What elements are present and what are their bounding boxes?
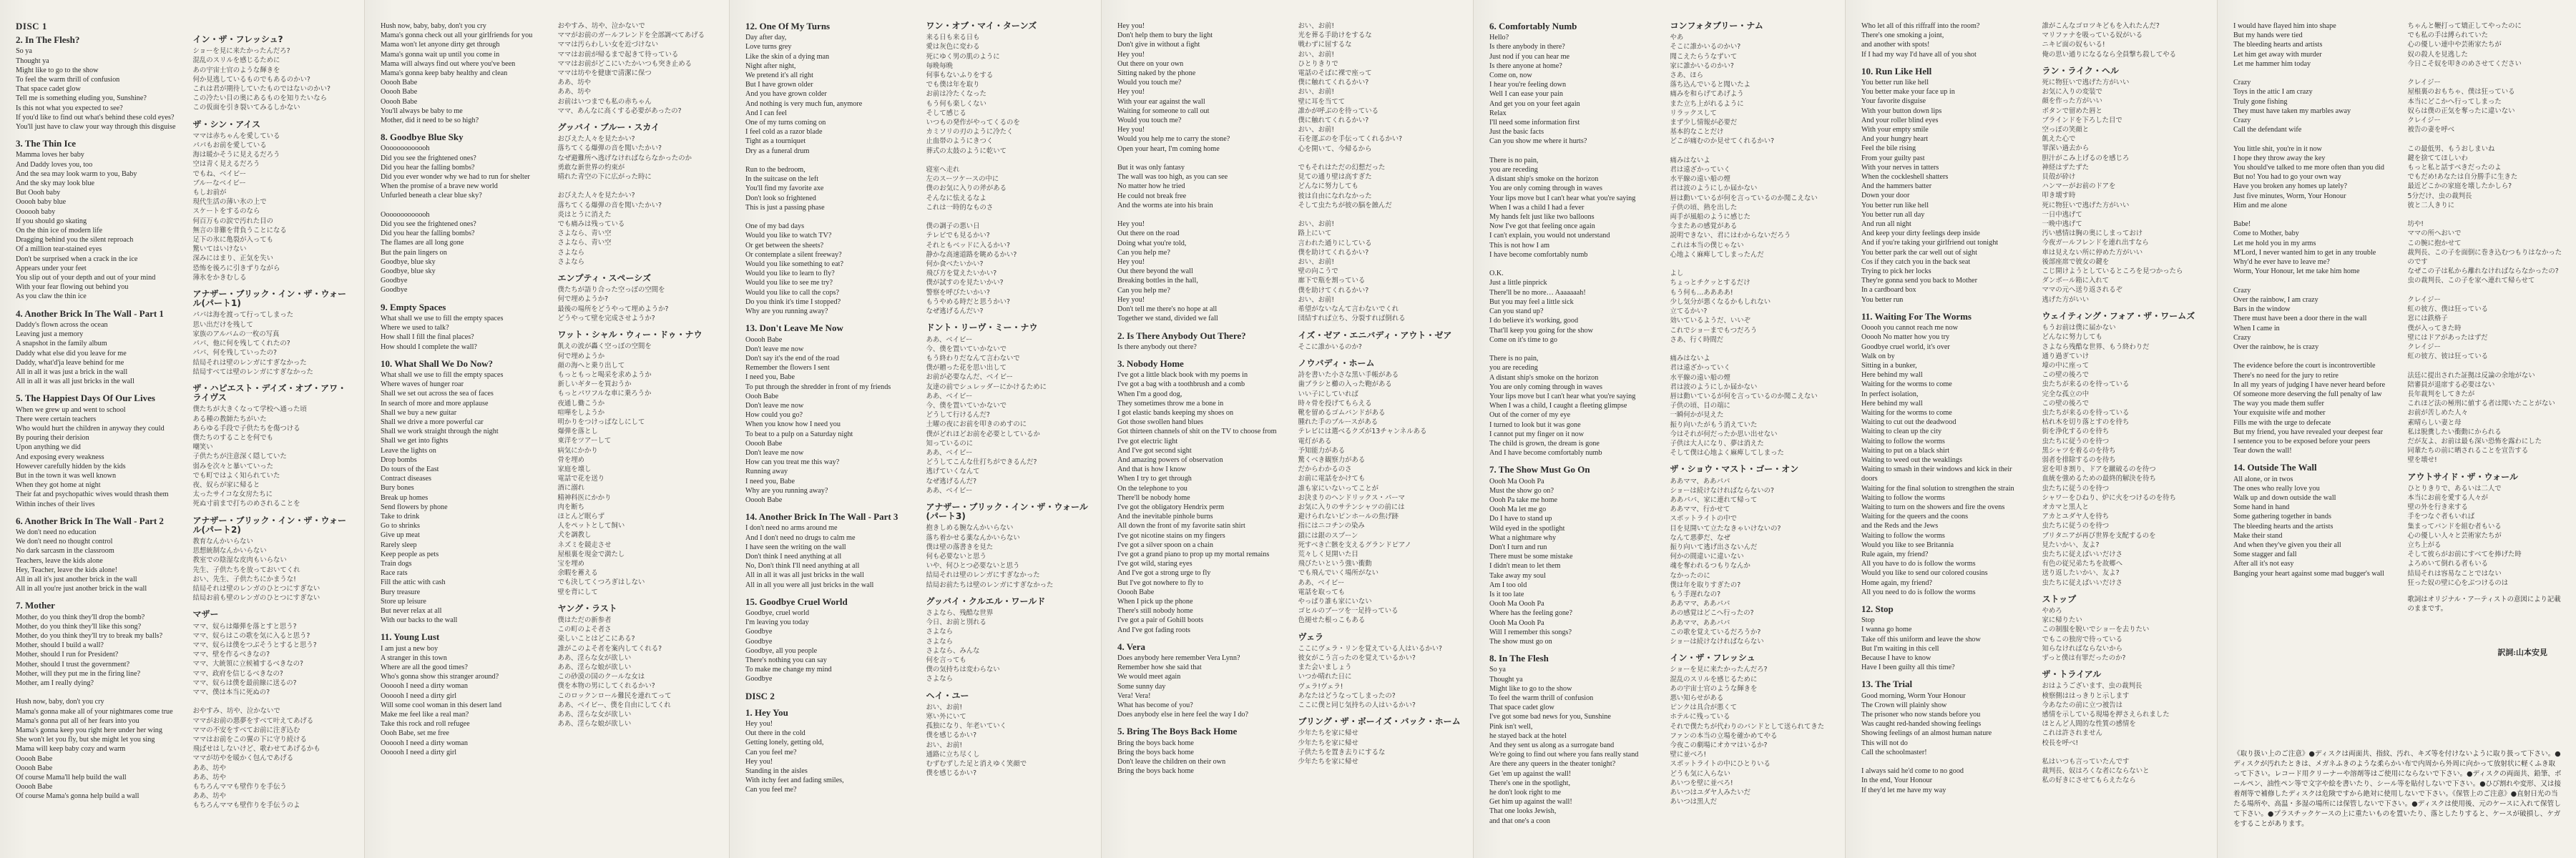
song-block	[16, 601, 177, 801]
song-lyrics: Stop I wanna go home Take off this uniform and leave the show But I'm waiting in this cell Because I have to know Have I been guilty all this time?	[1861, 616, 1981, 672]
song-title: 4. Vera	[1117, 641, 1145, 652]
song-block	[1861, 21, 2027, 59]
song-title: 8. Goodbye Blue Sky	[381, 132, 464, 143]
panel-5-japanese	[1670, 21, 1836, 845]
panel-4-english	[1117, 21, 1283, 845]
song-lyrics: ここにヴェラ・リンを覚えている人はいるかい? 彼女がこう言ったのを覚えているかい? また会いましょう いつか晴れた日に ヴェラ!ヴェラ! あなたはどうなってしまったの? ここに僕と同じ気持ちの人はいるかい?	[1298, 644, 1442, 710]
panel-1-english	[16, 21, 177, 845]
song-title: アナザー・ブリック・イン・ザ・ウォール(パート3)	[926, 501, 1088, 522]
song-lyrics: 死に物狂いで逃げた方がいい お気に入りの変装で 顔を作った方がいい ボタンで留めた唇と ブラインドを下ろした目で 空っぽの笑顔と 飢えた心で 罪深い過去から 胆汁がこみ上げるのを感じろ 神経はずたずた 貝殻が砕け ハンマーがお前のドアを 叩き壊す時 死に物狂いで逃げた方がいい 一日中逃げて 一晩中逃げて 汚い感情は胸の奥にしまっておけ 今夜ガールフレンドを連れ出すなら 車は見えない所に停めた方がいい 後部座席で彼女の鍵を こじ開けようとしているところを見つかったら ダンボール箱に入れて ママの元へ送り返されるぞ 逃げた方がいい	[2042, 79, 2183, 304]
song-title: グッバイ・ブルー・スカイ	[557, 122, 660, 133]
song-lyrics: We don't need no education We don't need no thought control No dark sarcasm in the classroom Teachers, leave the kids alone Hey, Teacher, leave the kids alone! All in all it's just another brick in the wall All in all you're just another brick in the wall	[16, 528, 147, 593]
song-title: ワット・シャル・ウィー・ドゥ・ナウ	[557, 330, 702, 340]
song-lyrics: Mamma loves her baby And Daddy loves you, too And the sea may look warm to you, Baby And the sky may look blue But Oooh baby Ooooh baby blue Oooooh baby If you should go skating On the thin ice of modern life Dragging behind you the silent reproach Of a million tear-stained eyes Don't be surprised when a crack in the ice Appears under your feet You slip out of your depth and out of your mind With your fear flowing out behind you As you claw the thin ice	[16, 151, 156, 301]
song-block	[381, 302, 542, 352]
song-title: 11. Young Lust	[381, 631, 440, 643]
song-list	[1298, 21, 1464, 766]
song-title: ノウバディ・ホーム	[1298, 358, 1375, 368]
song-block	[558, 21, 720, 116]
panel-2-english	[381, 21, 542, 845]
song-block	[1670, 465, 1836, 646]
song-lyrics: Does anybody here remember Vera Lynn? Remember how she said that We would meet again Some sunny day Vera! Vera! What has become of you? Does anybody else in here feel the way I do?	[1117, 654, 1249, 719]
song-block	[1298, 21, 1464, 324]
song-title: ラン・ライク・ヘル	[2042, 65, 2119, 76]
song-block	[2042, 670, 2208, 785]
song-title: ストップ	[2042, 593, 2077, 604]
song-title: ヴェラ	[1298, 631, 1324, 642]
song-block	[926, 21, 1092, 316]
panel-5-english	[1489, 21, 1655, 845]
song-block	[2042, 66, 2208, 305]
song-title: イズ・ゼア・エニバディ・アウト・ゼア	[1298, 330, 1452, 340]
song-lyrics: 来る日も来る日も 愛は灰色に変わる 死にゆく男の肌のように 毎晩毎晩 何事もないふりをする でも僕は年を取り お前は冷たくなった もう何も楽しくない そして感じる いつもの発作がやってくるのを カミソリの刃のように冷たく 止血帯のようにきつく 葬式の太鼓のように乾いて 寝室へ走れ 左のスーツケースの中に 僕のお気に入りの斧がある そんなに怯えるなよ これは一時的なものさ 僕の調子の悪い日 テレビでも見るかい? それともベッドに入るかい? 静かな高速道路を眺めるかい? 何か食べたいかい? 飛び方を覚えたいかい? 僕が試すのを見たいかい? 警察を呼びたいかい? もうやめる時だと思うかい? なぜ逃げるんだい?	[926, 34, 1020, 316]
song-block	[193, 516, 355, 603]
song-block	[381, 359, 542, 626]
song-lyrics: 抱きしめる腕なんかいらない 落ち着かせる薬なんかいらない 僕は壁の落書きを見た 何も必要ないと思う いや、何ひとつ必要ないと思う 結局それは壁のレンガにすぎなかった 結局お前たちは壁のレンガにすぎなかった	[926, 524, 1054, 589]
song-lyrics: You better run like hell You better make your face up in Your favorite disguise With your button down lips And your roller blind eyes With your empty smile And your hungry heart Feel the bile rising From your guilty past With your nerves in tatters When the cockleshell shatters And the hammers batter Down your door You better run like hell You better run all day And run all night And keep your dirty feelings deep inside And if you're taking your girlfriend out tonight You better park the car well out of sight Cos if they catch you in the back seat Trying to pick her locks They're gonna send you back to Mother In a cardboard box You better run	[1861, 79, 1999, 304]
lyrics-credit-note: 歌詞はオリジナル・アーティストの意図により記載のままです。	[2407, 595, 2561, 613]
song-list	[745, 21, 911, 795]
panel-4	[1102, 0, 1474, 858]
song-block	[1861, 679, 2027, 794]
song-lyrics: Is there anybody out there?	[1117, 342, 1197, 351]
song-title: マザー	[192, 609, 219, 620]
song-title: 13. The Trial	[1861, 679, 1913, 690]
song-lyrics: Oooh Ma Oooh Pa Must the show go on? Oooh Pa take me home Oooh Ma let me go Do I have to stand up Wild eyed in the spotlight What a nightmare why Don't I turn and run There must be some mistake I didn't mean to let them Take away my soul Am I too old Is it too late Oooh Ma Oooh Pa Where has the feeling gone? Oooh Ma Oooh Pa Will I remember this songs? The show must go on	[1489, 477, 1573, 646]
song-lyrics: ちゃんと鞭打って矯正してやったのに でも私の手は縛られていた 心の優しい連中や芸術家たちが 奴の殺人を見逃した 今日こそ奴を叩きのめさせてください クレイジー 屋根裏のおもちゃ、僕は狂っている 本当にどこかへ行ってしまった 奴らは僕の正気を奪ったに違いない クレイジー 被告の妻を呼べ この最低男、もうおしまいね 鍵を捨ててほしいわ もっと私と話すべきだったのよ でもだめ!あなたは自分勝手に生きた 最近どこかの家庭を壊したかしら? 5分だけ、虫の裁判長 彼と二人きりに 坊や! ママの所へおいで この腕に抱かせて 裁判長、この子を面倒に巻き込むつもりはなかったのです なぜこの子は私から離れなければならなかったの? 虫の裁判長、この子を家へ連れて帰らせて クレイジー 虹の彼方、僕は狂っている 窓には鉄格子 僕が入ってきた時 壁にはドアがあったはずだ クレイジー 虹の彼方、彼は狂っている 法廷に提出された証拠は反論の余地がない 陪審員が退席する必要はない 長年裁判をしてきたが これほど法の極刑に値する者は聞いたことがない お前が苦しめた人々 素晴らしい妻と母 私は脱糞したい衝動にかられる だが友よ、お前は最も深い恐怖を露わにした 同輩たちの前に晒されることを宣告する 壁を壊せ!	[2407, 22, 2562, 465]
panel-3-english	[745, 21, 911, 845]
panel-6-english	[1861, 21, 2027, 845]
song-block	[193, 290, 355, 377]
song-lyrics: Hey you! Don't help them to bury the light Don't give in without a fight Hey you! Out there on your own Sitting naked by the phone Would you touch me? Hey you! With your ear against the wall Waiting for someone to call out Would you touch me? Hey you! Would you help me to carry the stone? Open your heart, I'm coming home But it was only fantasy The wall was too high, as you can see No matter how he tried He could not break free And the worms ate into his brain Hey you! Out there on the road Doing what you're told, Can you help me? Hey you! Out there beyond the wall Breaking bottles in the hall, Can you help me? Hey you! Don't tell me there's no hope at all Together we stand, divided we fall	[1117, 22, 1230, 323]
song-lyrics: I am just a new boy A stranger in this town Where are all the good times? Who's gonna show this stranger around? Oooooh I need a dirty woman Oooooh I need a dirty girl Will some cool woman in this desert land Make me feel like a real man? Take this rock and roll refugee Oooh Babe, set me free Oooooh I need a dirty woman Oooooh I need a dirty girl	[381, 644, 502, 756]
song-lyrics: So ya Thought ya Might like to go to the show To feel the warm thrill of confusion That space cadet glow Tell me is something eluding you, Sunshine? Is this not what you expected to see? If you'd like to find out what's behind these cold eyes? You'll just have to claw your way through this disguise	[16, 47, 176, 132]
song-block	[1117, 21, 1283, 324]
song-lyrics: Who let all of this riffraff into the room? There's one smoking a joint, and another with spots! If I had my way I'd have all of you shot	[1861, 22, 1980, 59]
song-title: ザ・トライアル	[2042, 669, 2102, 680]
song-block	[1298, 717, 1464, 766]
song-block	[558, 604, 720, 729]
song-block	[745, 597, 911, 684]
song-lyrics: おやすみ、坊や、泣かないで ママがお前のガールフレンドを全部調べてあげる ママは汚らわしい女を近づけない ママはお前が帰るまで起きて待っている ママはお前がどこにいたかいつも突き止める ママは坊やを健康で清潔に保つ ああ、坊や ああ、坊や お前はいつまでも私の赤ちゃん ママ、あんなに高くする必要があったの?	[557, 22, 705, 115]
panel-6-japanese	[2042, 21, 2208, 845]
panel-7	[2218, 0, 2576, 858]
song-block	[193, 384, 355, 509]
song-title: 11. Waiting For The Worms	[1861, 310, 1972, 322]
song-title: 6. Comfortably Numb	[1489, 21, 1577, 31]
song-title: アナザー・ブリック・イン・ザ・ウォール(パート2)	[192, 515, 347, 535]
song-lyrics: When we grew up and went to school There were certain teachers Who would hurt the children in anyway they could By pouring their derision Upon anything we did And exposing every weakness However carefully hidden by the kids But in the town it was well known When they got home at night Their fat and psychopathic wives would thrash them Within inches of their lives	[16, 405, 169, 508]
song-title: 5. Bring The Boys Back Home	[1117, 726, 1238, 737]
panel-2	[365, 0, 730, 858]
song-block	[2042, 21, 2208, 59]
song-title: 1. Hey You	[745, 706, 788, 718]
song-block	[16, 516, 177, 594]
song-lyrics: ひとりきりで、あるいは二人で 本当にお前を愛する人々が 壁の外を行き来する 手をつなぐ者もいれば 集まってバンドを組む者もいる 心の優しい人々と芸術家たちが 立ち上がる そして彼らがお前にすべてを捧げた時 よろめいて倒れる者もいる 結局それは容易なことではない 狂った奴の壁に心をぶつけるのは	[2407, 484, 2522, 587]
song-title: 13. Don't Leave Me Now	[745, 322, 843, 334]
song-title: 14. Outside The Wall	[2233, 462, 2317, 473]
song-block	[2042, 312, 2208, 588]
song-title: 2. In The Flesh?	[16, 34, 80, 46]
song-title: 2. Is There Anybody Out There?	[1117, 330, 1246, 341]
panel-2-japanese	[558, 21, 720, 845]
song-block	[193, 35, 355, 113]
song-block	[926, 323, 1092, 495]
song-list	[16, 35, 177, 801]
song-title: ヘイ・ユー	[926, 690, 969, 701]
song-lyrics: 僕たちが大きくなって学校へ通った頃 ある種の教師たちがいた あらゆる手段で子供たちを傷つける 僕たちのすることを何でも 嘲笑い 子供たちが注意深く隠していた 弱みを次々と暴いていった でも町ではよく知られていた 夜、奴らが家に帰ると 太ったサイコな女房たちに 死ぬ寸前まで打ちのめされることを	[192, 405, 307, 508]
song-lyrics: 教育なんかいらない 思想統制なんかいらない 教室での陰湿な皮肉もいらない 先生、子供たちを放っておいてくれ おい、先生、子供たちにかまうな! 結局それは壁のレンガのひとつにすぎない 結局お前も壁のレンガのひとつにすぎない	[192, 537, 320, 603]
song-lyrics: ママは赤ちゃんを愛している パパもお前を愛している 海は暖かそうに見えるだろう 空は青く見えるだろう でもね、ベイビー ブルーなベイビー もしお前が 現代生活の薄い氷の上で スケートをするのなら 何百万もの涙で汚れた目の 無言の非難を背負うことになる 足下の氷に亀裂が入っても 驚いてはいけない 深みにはまり、正気を失い 恐怖を後ろに引きずりながら 薄氷をかきむしる	[192, 132, 287, 282]
song-title: 3. The Thin Ice	[16, 138, 77, 149]
song-block	[745, 323, 911, 505]
song-lyrics: I don't need no arms around me And I don't need no drugs to calm me I have seen the writing on the wall Don't think I need anything at all No, Don't think I'll need anything at all All in all it was all just bricks in the wall All in all you were all just bricks in the wall	[745, 524, 874, 589]
song-lyrics: ああ、ベイビー 今、僕を置いていかないで もう終わりだなんて言わないで 僕が贈った花を思い出して お前が必要なんだ、ベイビー 友達の前でシュレッダーにかけるために ああ、ベイビー 今、僕を置いていかないで どうして行けるんだ? 土曜の夜にお前を叩きのめすのに 僕がどれほどお前を必要としているか 知っているのに ああ、ベイビー どうしてこんな仕打ちができるんだ? 逃げていくなんて なぜ逃げるんだ? ああ、ベイビー	[926, 335, 1047, 495]
song-title: コンフォタブリー・ナム	[1670, 21, 1763, 31]
song-lyrics: So ya Thought ya Might like to go to the show To feel the warm thrill of confusion That space cadet glow I've got some bad news for you, Sunshine Pink isn't well, he stayed back at the hotel And they sent us along as a surrogate band We're going to find out where you fans really stand Are there any queers in the theater tonight? Get 'em up against the wall! There's one in the spotlight, he don't look right to me Get him up against the wall! That one looks Jewish, and that one's a coon	[1489, 666, 1639, 825]
panel-6	[1846, 0, 2218, 858]
song-list	[1670, 21, 1836, 807]
song-lyrics: やあ そこに誰かいるのかい? 聞こえたらうなずいて 家に誰かいるのかい? さあ、ほら 落ち込んでいると聞いたよ 痛みを和らげてあげよう また立ち上がれるように リラックスして まず少し情報が必要だ 基本的なことだけ どこが痛むのか見せてくれるかい? 痛みはないよ 君は遠ざかっていく 水平線の遠い船の煙 君は波のようにしか届かない 唇は動いているが何を言っているのか聞こえない 子供の頃、熱を出した 両手が風船のように感じた 今またあの感覚がある 説明できない、君にはわからないだろう これは本当の僕じゃない 心地よく麻痺してしまったんだ よし ちょっとチクッとするだけ もう何も…ああああ! 少し気分が悪くなるかもしれない 立てるかい? 効いているようだ、いいぞ これでショーまでもつだろう さあ、行く時間だ 痛みはないよ 君は遠ざかっていく 水平線の遠い船の煙 君は波のようにしか届かない 唇は動いているが何を言っているのか聞こえない 子供の頃、目の端に 一瞬何かが見えた 振り向いたがもう消えていた 今はそれが何だったか思い出せない 子供は大人になり、夢は消えた そして僕は心地よく麻痺してしまった	[1670, 34, 1818, 458]
song-block	[1489, 654, 1655, 826]
song-lyrics: ああママ、ああパパ ショーは続けなければならないの? ああパパ、家に連れて帰って ああママ、行かせて スポットライトの中で 目を見開いて立たなきゃいけないの? なんて悪夢だ、なぜ 振り向いて逃げ出さないんだ 何かの間違いに違いない 魂を奪われるつもりなんか なかったのに 僕は年を取りすぎたの? もう手遅れなの? ああママ、ああパパ あの感覚はどこへ行ったの? ああママ、ああパパ この歌を覚えているだろうか? ショーは続けなければならない	[1670, 477, 1781, 646]
song-block	[558, 274, 720, 323]
song-lyrics: Hush now, baby, baby, don't you cry Mama's gonna check out all your girlfriends for you Mama won't let anyone dirty get through Mama's gonna wait up until you come in Mama will always find out where you've been Mama's gonna keep baby healthy and clean Ooooh Babe Ooooh Babe Ooooh Babe You'll always be baby to me Mother, did it need to be so high?	[381, 22, 533, 125]
song-block	[1861, 66, 2027, 305]
song-title: ザ・シン・アイス	[192, 119, 261, 129]
song-block	[745, 691, 911, 701]
song-block	[381, 132, 542, 295]
song-block	[558, 123, 720, 267]
song-title: 3. Nobody Home	[1117, 358, 1184, 369]
song-lyrics: Day after day, Love turns grey Like the skin of a dying man Night after night, We pretend it's all right But I have grown older And you have grown colder And nothing is very much fun, anymore And I can feel One of my turns coming on I feel cold as a razor blade Tight as a tourniquet Dry as a funeral drum Run to the bedroom, In the suitcase on the left You'll find my favorite axe Don't look so frightened This is just a passing phase One of my bad days Would you like to watch TV? Or get between the sheets? Or contemplate a silent freeway? Would you like something to eat? Would you like to learn to fly? Would you like to see me try? Would you like to call the cops? Do you think it's time I stopped? Why are you running away?	[745, 34, 863, 316]
song-block	[1861, 312, 2027, 597]
song-lyrics: Mother, do you think they'll drop the bomb? Mother, do you think they'll like this song? Mother, do you think they'll try to break my balls? Mother, should I build a wall? Mother, should I run for President? Mother, should I trust the government? Mother, will they put me in the firing line? Mother, am I really dying? Hush now, baby, don't you cry Mama's gonna make all of your nightmares come true Mama's gonna put all of her fears into you Mama's gonna keep you right here under her wing She won't let you fly, but she might let you sing Mama will keep baby cozy and warm Ooooh Babe Ooooh Babe Of course Mama'll help build the wall Ooooh Babe Of course Mama's gonna help build a wall	[16, 613, 173, 801]
song-lyrics: さよなら、残酷な世界 今日、お前と別れる さよなら さよなら さよなら、みんな 何を言っても 僕の気持ちは変わらない さよなら	[926, 608, 1000, 684]
song-lyrics: 少年たちを家に帰せ 少年たちを家に帰せ 子供たちを置き去りにするな 少年たちを家に帰せ	[1298, 729, 1386, 766]
song-block	[558, 330, 720, 597]
panel-1-japanese	[193, 21, 355, 845]
panel-3-japanese	[926, 21, 1092, 845]
song-block	[381, 632, 542, 757]
handling-notice: 《取り扱い上のご注意》●ディスクは両面共、指紋、汚れ、キズ等を付けないように取り扱って下さい。●ディスクが汚れたときは、メガネふきのような柔らかい布で内周から外周に向かって放射状に軽くふき取って下さい。レコード用クリーナーや溶剤等はご使用にならないで下さい。●ディスクの両面共、鉛筆、ボールペン、油性ペン等で文字や絵を書いたり、シール等を貼付しないで下さい。●ひび割れや変形、又は接着剤等で補修したディスクは危険ですから絶対に使用しないで下さい。《保管上のご注意》●直射日光の当たる場所や、高温・多湿の場所には保管しないで下さい。●ディスクは使用後、元のケースに入れて保管して下さい。●プラスチックケースの上に重たいものを置いたり、落としたりすると、ケースが破損し、ケガをすることがあります。	[2233, 750, 2562, 828]
song-block	[926, 691, 1092, 779]
song-block	[193, 120, 355, 282]
song-title: 14. Another Brick In The Wall - Part 3	[745, 511, 898, 523]
song-title: 10. What Shall We Do Now?	[381, 358, 493, 369]
song-lyrics: 詩を書いた小さな黒い手帳がある 歯ブラシと櫛の入った鞄がある いい子にしていれば 時々骨を投げてもらえる 靴を留めるゴムバンドがある 腫れた手のブルースがある テレビには選べるクズが13チャンネルある 電灯がある 予知能力がある 驚くべき観察力がある だからわかるのさ お前に電話をかけても 誰も家にいないってことが お決まりのヘンドリックス・パーマ お気に入りのサテンシャツの前には 避けられないピンホールの焦げ跡 指にはニコチンの染み 鎖には銀のスプーン 死すべき亡骸を支えるグランドピアノ 荒々しく見開いた目 飛びたいという強い衝動 でも飛んでいく場所がない ああ、ベイビー 電話を取っても やっぱり誰も家にいない ゴヒルのブーツを一足持っている 色褪せた根っこもある	[1298, 371, 1427, 625]
song-list	[193, 35, 355, 811]
song-lyrics: Bring the boys back home Bring the boys back home Don't leave the children on their own Bring the boys back home	[1117, 739, 1226, 776]
song-title: グッバイ・クルエル・ワールド	[926, 596, 1046, 606]
song-lyrics: ママ、奴らは爆弾を落とすと思う? ママ、奴らはこの歌を気に入ると思う? ママ、奴らは僕をつぶそうとすると思う? ママ、壁を作るべきなの? ママ、大統領に立候補するべきなの? ママ、政府を信じるべきなの? ママ、奴らは僕を最前線に送るの? ママ、僕は本当に死ぬの? おやすみ、坊や、泣かないで ママがお前の悪夢をすべて叶えてあげる ママの不安をすべてお前に注ぎ込む ママはお前をこの翼の下に守り続ける 飛ばせはしないけど、歌わせてあげるかも ママが坊やを暖かく包んであげる ああ、坊や ああ、坊や もちろんママも壁作りを手伝う ああ、坊や もちろんママも壁作りを手伝うのよ	[192, 622, 320, 810]
panel-7-english	[2233, 21, 2392, 608]
song-block	[745, 512, 911, 590]
song-lyrics: I would have flayed him into shape But my hands were tied The bleeding hearts and artists Let him get away with murder Let me hammer him today Crazy Toys in the attic I am crazy Truly gone fishing They must have taken my marbles away Crazy Call the defendant wife You little shit, you're in it now I hope they throw away the key You should've talked to me more often than you did But no! You had to go your own way Have you broken any homes up lately? Just five minutes, Worm, Your Honour Him and me alone Babe! Come to Mother, baby Let me hold you in my arms M'Lord, I never wanted him to get in any trouble Why'd he ever have to leave me? Worm, Your Honour, let me take him home Crazy Over the rainbow, I am crazy Bars in the window There must have been a door there in the wall When I came in Crazy Over the rainbow, he is crazy The evidence before the court is incontrovertible There's no need for the jury to retire In all my years of judging I have never heard before Of someone more deserving the full penalty of law The way you made them suffer Your exquisite wife and mother Fills me with the urge to defecate But my friend, you have revealed your deepest fear I sentence you to be exposed before your peers Tear down the wall!	[2233, 22, 2386, 455]
disc-label: DISC 1	[16, 21, 47, 31]
song-title: エンプティ・スペーシズ	[557, 273, 651, 284]
panel-4-japanese	[1298, 21, 1464, 845]
song-lyrics: パパは海を渡って行ってしまった 思い出だけを残して 家族のアルバムの一枚の写真 パパ、他に何を残してくれたの? パパ、何を残していったの? 結局それは壁のレンガにすぎなかった 結局すべては壁のレンガにすぎなかった	[192, 311, 313, 376]
song-block	[2233, 21, 2392, 455]
song-lyrics: もうお前は僕に届かない どんなに努力しても さよなら残酷な世界、もう終わりだ 通り過ぎていけ 壕の中に座って この壁の後ろで 虫たちが来るのを待っている 完全な孤立の中 この壁の後ろで 虫たちが来るのを待っている 枯れ木を切り落とすのを待ち 街を浄化するのを待ち 虫たちに従うのを待つ 黒シャツを着るのを待ち 弱者を排除するのを待ち 窓を叩き割り、ドアを蹴破るのを待つ 血統を強めるための最終的解決を待ち 虫たちに従うのを待つ シャワーをひねり、炉に火をつけるのを待ち オカマと黒人と アカとユダヤ人を待ち 虫たちに従うのを待つ ブリタニアが再び世界を支配するのを 見たいかい、友よ? 虫たちに従えばいいだけさ 有色の従兄弟たちを故郷へ 送り返したいかい、友よ? 虫たちに従えばいいだけさ	[2042, 324, 2176, 587]
song-lyrics: おい、お前! 光を葬る手助けをするな 戦わずに屈するな おい、お前! ひとりきりで 電話のそばに裸で座って 僕に触れてくれるかい? おい、お前! 壁に耳を当てて 誰かが呼ぶのを待っている 僕に触れてくれるかい? おい、お前! 石を運ぶのを手伝ってくれるかい? 心を開いて、今帰るから でもそれはただの幻想だった 見ての通り壁は高すぎた どんなに努力しても 彼は自由になれなかった そして虫たちが彼の脳を蝕んだ おい、お前! 路上にいて 言われた通りにしている 僕を助けてくれるかい? おい、お前! 壁の向こうで 廊下で瓶を割っている 僕を助けてくれるかい? おい、お前! 希望がないなんて言わないでくれ 団結すれば立ち、分裂すれば倒れる	[1298, 22, 1406, 323]
song-lyrics: All alone, or in twos The ones who really love you Walk up and down outside the wall Some hand in hand Some gathering together in bands The bleeding hearts and the artists Make their stand And when they've given you their all Some stagger and fall After all it's not easy Banging your heart against some mad bugger's wall	[2233, 475, 2384, 578]
song-block	[2408, 21, 2567, 465]
song-block	[2233, 463, 2392, 578]
song-block	[193, 610, 355, 810]
song-title: ブリング・ザ・ボーイズ・バック・ホーム	[1298, 716, 1461, 727]
song-lyrics: おはようございます、虫の裁判長 検察側ははっきりと示します 今あなたの前に立つ被告は 感情を示している現場を押さえられました ほとんど人間的な性質の感情を これは許されません 校長を呼べ! 私はいつも言っていたんです 裁判長、奴はろくな者にならないと 私の好きにさせてもらえたなら	[2042, 682, 2170, 785]
panel-5	[1474, 0, 1846, 858]
song-title: 7. Mother	[16, 600, 55, 611]
song-block	[1298, 331, 1464, 352]
song-lyrics: ショーを見に来たかったんだろ? 混乱のスリルを感じるために あの宇宙士官のような輝きを 悪い知らせがある ピンクは具合が悪くて ホテルに残っている それで僕たちが代わりのバンドとして送られてきた ファンの本当の立場を確かめてやる 今夜この劇場にオカマはいるか? 壁に並べろ! スポットライトの中にひとりいる どうも気に入らない あいつを壁に並べろ! あいつはユダヤ人みたいだ あいつは黒人だ	[1670, 666, 1825, 807]
panel-1	[0, 0, 365, 858]
song-lyrics: 飢えの波が轟く空っぽの空間を 何で埋めようか 顔の海へと乗り出して もっともっと喝采を求めようか 新しいギターを買おうか もっとパワフルな車に乗ろうか 夜通し働こうか 喧嘩をしようか 明かりをつけっぱなしにして 爆弾を落とし 東洋をツアーして 病気にかかり 骨を埋め 家庭を壊し 電話で花を送り 酒に溺れ 精神科医にかかり 肉を断ち ほとんど眠らず 人をペットとして飼い 犬を調教し ネズミを競走させ 屋根裏を現金で満たし 宝を埋め 余暇を蓄える でも決してくつろぎはしない 壁を背にして	[557, 342, 652, 596]
song-title: ドント・リーヴ・ミー・ナウ	[926, 322, 1038, 333]
song-lyrics: Good morning, Worm Your Honour The Crown will plainly show The prisoner who now stands before you Was caught red-handed showing feelings Showing feelings of an almost human nature This will not do Call the schoolmaster! I always said he'd come to no good In the end, Your Honour If they'd let me have my way	[1861, 691, 1992, 794]
song-lyrics: I've got a little black book with my poems in I've got a bag with a toothbrush and a comb When I'm a good dog, They sometimes throw me a bone in I got elastic bands keeping my shoes on Got those swollen hand blues Got thirteen channels of shit on the TV to choose from I've got electric light And I've got second sight And amazing powers of observation And that is how I know When I try to get through On the telephone to you There'll be nobody home I've got the obligatory Hendrix perm And the inevitable pinhole burns All down the front of my favorite satin shirt I've got nicotine stains on my fingers I've got a silver spoon on a chain I've got a grand piano to prop up my mortal remains I've got wild, staring eyes And I've got a strong urge to fly But I've got nowhere to fly to Ooooh Babe When I pick up the phone There's still nobody home I've got a pair of Gohill boots And I've got fading roots	[1117, 371, 1277, 634]
song-block	[16, 35, 177, 132]
song-block	[1489, 21, 1655, 458]
song-title: アナザー・ブリック・イン・ザ・ウォール(パート1)	[192, 289, 347, 309]
song-list	[381, 21, 542, 757]
song-block	[926, 597, 1092, 684]
song-lyrics: そこに誰かいるのか?	[1298, 342, 1362, 351]
song-block	[2042, 595, 2208, 663]
song-lyrics: やめろ 家に帰りたい この制服を脱いでショーを去りたい でもこの独房で待っている 知らなければならないから ずっと僕は有罪だったのか?	[2042, 606, 2150, 662]
song-title: 12. One Of My Turns	[745, 21, 831, 31]
song-block	[745, 21, 911, 316]
song-block	[1117, 642, 1283, 720]
song-lyrics: ショーを見に来たかったんだろ? 混乱のスリルを感じるために あの宇宙士官のような輝きを 何か見逃しているものでもあるのかい? これは君が期待していたものではないのかい? この冷たい目の奥にあるものを知りたいなら この仮面を引き裂いてみるしかない	[192, 47, 330, 112]
song-lyrics: Ooooooooooooh Did you see the frightened ones? Did you hear the falling bombs? Did you ever wonder why we had to run for shelter When the promise of a brave new world Unfurled beneath a clear blue sky? Ooooooooooooh Did you see the frightened ones? Did you hear the falling bombs? The flames are all long gone But the pain lingers on Goodbye, blue sky Goodbye, blue sky Goodbye Goodbye	[381, 144, 530, 295]
song-list	[1489, 21, 1655, 826]
song-title: イン・ザ・フレッシュ	[1670, 653, 1755, 664]
song-lyrics: What shall we use to fill the empty spaces Where waves of hunger roar Shall we set out across the sea of faces In search of more and more applause Shall we buy a new guitar Shall we drive a more powerful car Shall we work straight through the night Shall we get into fights Leave the lights on Drop bombs Do tours of the East Contract diseases Bury bones Break up homes Send flowers by phone Take to drink Go to shrinks Give up meat Rarely sleep Keep people as pets Train dogs Race rats Fill the attic with cash Bury treasure Store up leisure But never relax at all With our backs to the wall	[381, 370, 504, 625]
song-lyrics: Hello? Is there anybody in there? Just nod if you can hear me Is there anyone at home? Come on, now I hear you're feeling down Well I can ease your pain And get you on your feet again Relax I'll need some information first Just the basic facts Can you show me where it hurts? There is no pain, you are receding A distant ship's smoke on the horizon You are only coming through in waves Your lips move but I can't hear what you're saying When I was a child I had a fever My hands felt just like two balloons Now I've got that feeling once again I can't explain, you would not understand This is not how I am I have become comfortably numb O.K. Just a little pinprick There'll be no more… Aaaaaaah! But you may feel a little sick Can you stand up? I do believe it's working, good That'll keep you going for the show Come on it's time to go There is no pain, you are receding A distant ship's smoke on the horizon You are only coming through in waves Your lips move but I can't hear what you're saying When I was a child, I caught a fleeting glimpse Out of the corner of my eye I turned to look but it was gone I cannot put my finger on it now The child is grown, the dream is gone And I have become comfortably numb	[1489, 34, 1636, 458]
song-block	[16, 139, 177, 301]
song-title: 7. The Show Must Go On	[1489, 464, 1590, 475]
song-lyrics: Ooooh Babe Don't leave me now Don't say it's the end of the road Remember the flowers I sent I need you, Babe To put through the shredder in front of my friends Oooh Babe Don't leave me now How could you go? When you know how I need you To beat to a pulp on a Saturday night Ooooh Babe Don't leave me now How can you treat me this way? Running away I need you, Babe Why are you running away? Ooooh Babe	[745, 335, 891, 504]
translator-credit: 訳詞:山本安見	[2497, 649, 2547, 657]
song-lyrics: Goodbye, cruel world I'm leaving you today Goodbye Goodbye Goodbye, all you people There's nothing you can say To make me change my mind Goodbye	[745, 608, 832, 684]
song-title: ザ・ショウ・マスト・ゴー・オン	[1670, 464, 1799, 475]
song-lyrics: What shall we use to fill the empty spaces Where we used to talk? How shall I fill the final places? How should I complete the wall?	[381, 314, 504, 351]
song-title: 5. The Happiest Days Of Our Lives	[16, 393, 155, 404]
song-title: ヤング・ラスト	[557, 603, 617, 613]
song-title: 6. Another Brick In The Wall - Part 2	[16, 515, 164, 526]
song-list	[926, 21, 1092, 778]
song-block	[1298, 633, 1464, 711]
song-block	[1670, 654, 1836, 807]
song-lyrics: 僕はただの新参者 この町のよそ者さ 楽しいことはどこにある? 誰がこのよそ者を案内してくれる? ああ、淫らな女が欲しい ああ、淫らな娘が欲しい この砂漠の国のクールな女は 僕を本物の男にしてくれるかい? このロックンロール難民を連れてって ああ、ベイビー、僕を自由にしてくれ ああ、淫らな女が欲しい ああ、淫らな娘が欲しい	[557, 616, 672, 729]
song-list	[2233, 21, 2392, 578]
song-block	[1298, 359, 1464, 626]
song-list	[1861, 21, 2027, 795]
song-block	[1117, 726, 1283, 776]
song-title: ウェイティング・フォア・ザ・ワームズ	[2042, 310, 2195, 321]
song-lyrics: おびえた人々を見たかい? 落ちてくる爆弾の音を聞いたかい? なぜ避難所へ逃げなければならなかったのか 勇敢な新世界の約束が 晴れた青空の下に広がった時に おびえた人々を見たかい? 落ちてくる爆弾の音を聞いたかい? 炎はとうに消えた でも痛みは残っている さよなら、青い空 さよなら、青い空 さよなら さよなら	[557, 135, 692, 266]
song-block	[745, 708, 911, 795]
song-lyrics: 僕たちが語り合った空っぽの空間を 何で埋めようか? 最後の場所をどうやって埋めようか? どうやって壁を完成させようか?	[557, 286, 669, 322]
song-list	[2042, 21, 2208, 786]
song-title: イン・ザ・フレッシュ?	[192, 34, 283, 44]
song-lyrics: 誰がこんなゴロツキどもを入れたんだ? マリファナを吸っている奴がいる ニキビ面の奴もいる! 俺の思い通りになるなら全員撃ち殺してやる	[2042, 22, 2177, 59]
song-block	[1861, 604, 2027, 672]
song-title: DISC 2	[745, 690, 775, 701]
song-title: 9. Empty Spaces	[381, 301, 446, 312]
panel-7-japanese	[2407, 21, 2567, 613]
song-block	[1117, 331, 1283, 352]
song-title: 15. Goodbye Cruel World	[745, 596, 848, 607]
song-list	[558, 21, 720, 729]
song-block	[16, 309, 177, 387]
song-block	[926, 503, 1092, 590]
song-lyrics: Daddy's flown across the ocean Leaving just a memory A snapshot in the family album Daddy what else did you leave for me Daddy, what'd'ja leave behind for me All in all it was just a brick in the wall All in all it was all just bricks in the wall	[16, 320, 134, 386]
song-list	[1117, 21, 1283, 776]
song-lyrics: おい、お前! 寒い外にいて 孤独になり、年老いていく 僕を感じるかい? おい、お前! 通路に立ち尽くし むずむずした足と消えゆく笑顔で 僕を感じるかい?	[926, 703, 1027, 778]
panel-3	[730, 0, 1102, 858]
song-title: 12. Stop	[1861, 603, 1894, 614]
song-title: 10. Run Like Hell	[1861, 65, 1932, 77]
song-title: 8. In The Flesh	[1489, 653, 1549, 664]
song-lyrics: Hey you! Out there in the cold Getting lonely, getting old, Can you feel me? Hey you! Standing in the aisles With itchy feet and fading smiles, Can you feel me?	[745, 720, 844, 794]
song-title: アウトサイド・ザ・ウォール	[2407, 471, 2518, 482]
song-lyrics: Ooooh you cannot reach me now Ooooh No matter how you try Goodbye cruel world, it's over Walk on by Sitting in a bunker, Here behind my wall Waiting for the worms to come In perfect isolation, Here behind my wall Waiting for the worms to come Waiting to cut out the deadwood Waiting to clean up the city Waiting to follow the worms Waiting to put on a black shirt Waiting to weed out the weaklings Waiting to smash in their windows and kick in their doors Waiting for the final solution to strengthen the strain Waiting to follow the worms Waiting to turn on the showers and fire the ovens Waiting for the queers and the coons and the Reds and the Jews Waiting to follow the worms Would you like to see Britannia Rule again, my friend? All you have to do is follow the worms Would you like to send our colored cousins Home again, my friend? All you need to do is follow the worms	[1861, 324, 2014, 596]
song-block	[1670, 21, 1836, 458]
song-list	[2408, 21, 2567, 588]
song-block	[381, 21, 542, 125]
song-block	[1489, 465, 1655, 646]
song-title: ワン・オブ・マイ・ターンズ	[926, 21, 1037, 31]
song-title: ザ・ハピエスト・デイズ・オブ・アワ・ライヴス	[192, 383, 347, 403]
song-block	[2408, 473, 2567, 588]
song-block	[16, 393, 177, 508]
song-title: 4. Another Brick In The Wall - Part 1	[16, 307, 164, 319]
song-block	[1117, 359, 1283, 635]
